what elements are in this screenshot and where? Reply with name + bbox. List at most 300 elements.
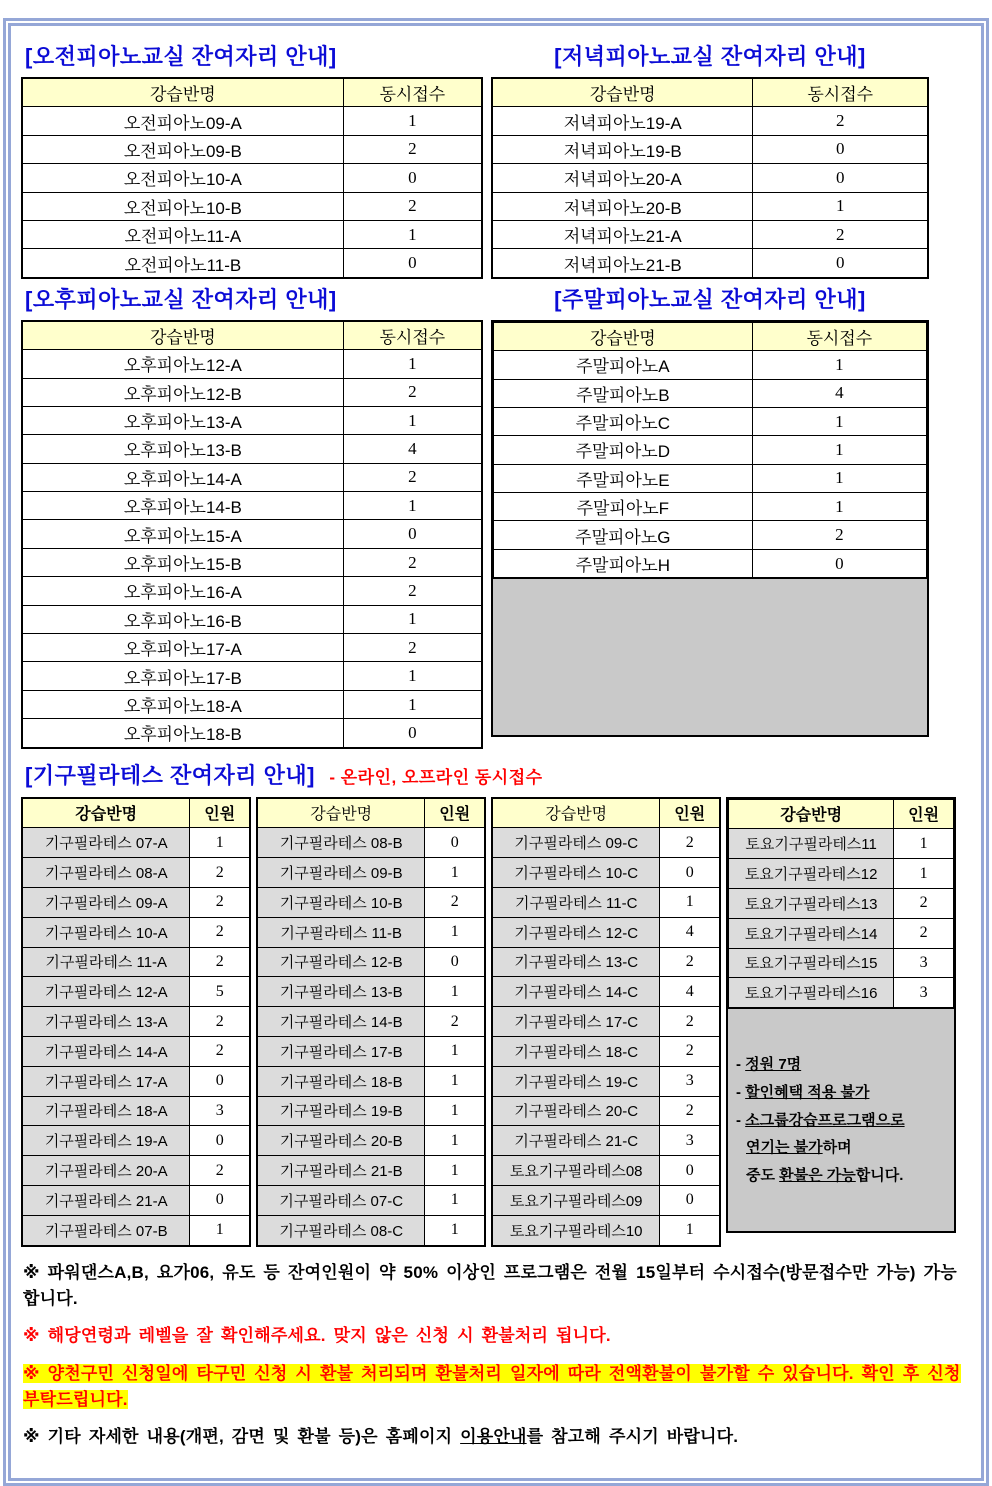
header-class-name: 강습반명	[22, 78, 343, 107]
pilates-table-3	[491, 797, 721, 1247]
count-cell: 3	[660, 1066, 720, 1096]
section-title-afternoon-piano: [오후피아노교실 잔여자리 안내]	[25, 286, 337, 312]
class-name-cell: 저녁피아노21-A	[492, 220, 753, 248]
afternoon-piano-table	[21, 320, 483, 749]
count-cell: 0	[343, 719, 482, 748]
count-cell: 1	[425, 1096, 485, 1126]
table-row	[492, 249, 928, 278]
table-row	[729, 978, 954, 1008]
count-cell: 2	[190, 917, 250, 947]
table-row	[22, 1036, 250, 1066]
header-concurrent-count: 동시접수	[752, 322, 926, 350]
table-row	[492, 1007, 720, 1037]
count-cell: 1	[752, 351, 926, 379]
class-name-cell: 기구필라테스 21-B	[257, 1156, 425, 1186]
table-row	[22, 107, 482, 135]
table-row	[494, 493, 927, 521]
table-row	[22, 192, 482, 220]
table-row	[257, 1096, 485, 1126]
note-line: 연기는 불가하며	[746, 1139, 852, 1157]
class-name-cell: 토요기구필라테스09	[492, 1185, 660, 1215]
class-name-cell: 기구필라테스 14-C	[492, 977, 660, 1007]
table-row	[492, 1066, 720, 1096]
count-cell: 1	[660, 887, 720, 917]
table-row	[492, 220, 928, 248]
table-row	[729, 948, 954, 978]
count-cell: 1	[753, 192, 928, 220]
header-capacity: 인원	[190, 798, 250, 828]
header-class-name: 강습반명	[494, 322, 753, 350]
count-cell: 2	[343, 634, 482, 662]
table-row	[494, 549, 927, 577]
count-cell: 4	[343, 435, 482, 463]
table-row	[257, 977, 485, 1007]
class-name-cell: 오후피아노18-B	[22, 719, 343, 748]
table-row	[22, 1007, 250, 1037]
count-cell: 0	[753, 249, 928, 278]
table-row	[257, 947, 485, 977]
class-name-cell: 주말피아노C	[494, 407, 753, 435]
class-name-cell: 주말피아노E	[494, 464, 753, 492]
table-row	[257, 1036, 485, 1066]
page-frame	[3, 18, 989, 1486]
count-cell: 1	[425, 917, 485, 947]
section-title-morning-piano: [오전피아노교실 잔여자리 안내]	[25, 44, 337, 69]
table-row	[22, 1185, 250, 1215]
class-name-cell: 기구필라테스 19-C	[492, 1066, 660, 1096]
count-cell: 0	[190, 1126, 250, 1156]
table-header-row	[257, 798, 485, 828]
class-name-cell: 오전피아노10-A	[22, 164, 343, 192]
count-cell: 1	[343, 662, 482, 690]
class-name-cell: 기구필라테스 20-B	[257, 1126, 425, 1156]
header-capacity: 인원	[894, 799, 954, 829]
table-row	[492, 1185, 720, 1215]
pilates-subtitle: - 온라인, 오프라인 동시접수	[329, 767, 543, 787]
count-cell: 2	[190, 887, 250, 917]
table-row	[22, 350, 482, 378]
table-row	[494, 464, 927, 492]
class-name-cell: 기구필라테스 09-A	[22, 887, 190, 917]
class-name-cell: 기구필라테스 18-C	[492, 1036, 660, 1066]
count-cell: 2	[343, 463, 482, 491]
count-cell: 1	[752, 493, 926, 521]
class-name-cell: 기구필라테스 19-A	[22, 1126, 190, 1156]
table-row	[729, 829, 954, 859]
section-title-evening-piano: [저녁피아노교실 잔여자리 안내]	[554, 44, 866, 69]
class-name-cell: 오후피아노14-A	[22, 463, 343, 491]
count-cell: 1	[190, 828, 250, 858]
table-row	[494, 351, 927, 379]
header-class-name: 강습반명	[492, 798, 660, 828]
table-row	[22, 463, 482, 491]
note-line: - 소그룹강습프로그램으로	[736, 1111, 905, 1129]
table-row	[492, 977, 720, 1007]
class-name-cell: 기구필라테스 18-B	[257, 1066, 425, 1096]
header-class-name: 강습반명	[22, 321, 343, 350]
class-name-cell: 기구필라테스 19-B	[257, 1096, 425, 1126]
count-cell: 1	[425, 977, 485, 1007]
count-cell: 2	[343, 378, 482, 406]
count-cell: 0	[190, 1066, 250, 1096]
class-name-cell: 오전피아노09-B	[22, 135, 343, 163]
count-cell: 0	[660, 858, 720, 888]
table-row	[22, 577, 482, 605]
count-cell: 2	[425, 887, 485, 917]
count-cell: 0	[660, 1156, 720, 1186]
class-name-cell: 오후피아노16-B	[22, 605, 343, 633]
table-row	[729, 918, 954, 948]
header-class-name: 강습반명	[729, 799, 894, 829]
count-cell: 1	[425, 1126, 485, 1156]
count-cell: 2	[343, 192, 482, 220]
count-cell: 2	[753, 220, 928, 248]
count-cell: 0	[343, 249, 482, 278]
class-name-cell: 저녁피아노20-A	[492, 164, 753, 192]
table-row	[492, 1096, 720, 1126]
header-class-name: 강습반명	[257, 798, 425, 828]
middle-titles-row	[21, 283, 971, 314]
count-cell: 1	[343, 690, 482, 718]
table-row	[494, 521, 927, 549]
class-name-cell: 주말피아노H	[494, 549, 753, 577]
table-row	[22, 1126, 250, 1156]
table-row	[22, 947, 250, 977]
class-name-cell: 기구필라테스 11-A	[22, 947, 190, 977]
piano-tables-row-2	[21, 320, 971, 749]
section-title-pilates: [기구필라테스 잔여자리 안내]	[25, 762, 315, 788]
count-cell: 1	[343, 605, 482, 633]
table-row	[22, 917, 250, 947]
table-row	[22, 135, 482, 163]
empty-cells-area	[493, 578, 927, 734]
table-row	[257, 917, 485, 947]
table-row	[22, 164, 482, 192]
footnote-3: ※ 양천구민 신청일에 타구민 신청 시 환불 처리되며 환불처리 일자에 따라 전액환불이 불가할 수 있습니다. 확인 후 신청 부탁드립니다.	[23, 1363, 961, 1409]
class-name-cell: 오후피아노12-A	[22, 350, 343, 378]
class-name-cell: 토요기구필라테스10	[492, 1215, 660, 1245]
table-row	[729, 888, 954, 918]
count-cell: 0	[753, 164, 928, 192]
table-row	[22, 406, 482, 434]
count-cell: 0	[425, 828, 485, 858]
weekend-piano-table-wrap	[491, 320, 929, 737]
class-name-cell: 기구필라테스 10-C	[492, 858, 660, 888]
class-name-cell: 기구필라테스 13-A	[22, 1007, 190, 1037]
count-cell: 0	[753, 135, 928, 163]
count-cell: 0	[343, 164, 482, 192]
table-row	[492, 858, 720, 888]
count-cell: 2	[660, 947, 720, 977]
table-row	[22, 548, 482, 576]
count-cell: 4	[660, 977, 720, 1007]
table-row	[492, 1215, 720, 1245]
evening-piano-table	[491, 77, 929, 279]
table-row	[257, 1007, 485, 1037]
table-row	[492, 887, 720, 917]
count-cell: 1	[343, 350, 482, 378]
class-name-cell: 오후피아노16-A	[22, 577, 343, 605]
count-cell: 1	[425, 1036, 485, 1066]
class-name-cell: 오후피아노15-B	[22, 548, 343, 576]
table-row	[257, 887, 485, 917]
class-name-cell: 오전피아노11-B	[22, 249, 343, 278]
class-name-cell: 기구필라테스 11-B	[257, 917, 425, 947]
table-row	[492, 135, 928, 163]
table-row	[492, 192, 928, 220]
class-name-cell: 오후피아노14-B	[22, 492, 343, 520]
count-cell: 2	[894, 888, 954, 918]
count-cell: 1	[343, 492, 482, 520]
class-name-cell: 주말피아노B	[494, 379, 753, 407]
class-name-cell: 주말피아노D	[494, 436, 753, 464]
class-name-cell: 오후피아노18-A	[22, 690, 343, 718]
header-concurrent-count: 동시접수	[343, 321, 482, 350]
table-row	[492, 828, 720, 858]
count-cell: 2	[190, 947, 250, 977]
pilates-title-row	[25, 759, 971, 790]
class-name-cell: 토요기구필라테스12	[729, 859, 894, 889]
header-class-name: 강습반명	[22, 798, 190, 828]
table-row	[257, 1215, 485, 1245]
count-cell: 2	[190, 1007, 250, 1037]
table-row	[494, 436, 927, 464]
count-cell: 1	[752, 407, 926, 435]
class-name-cell: 기구필라테스 12-B	[257, 947, 425, 977]
class-name-cell: 기구필라테스 08-A	[22, 858, 190, 888]
count-cell: 2	[660, 1036, 720, 1066]
table-header-row	[492, 798, 720, 828]
class-name-cell: 토요기구필라테스14	[729, 918, 894, 948]
class-name-cell: 오전피아노09-A	[22, 107, 343, 135]
count-cell: 3	[190, 1096, 250, 1126]
class-name-cell: 기구필라테스 12-C	[492, 917, 660, 947]
table-header-row	[729, 799, 954, 829]
class-name-cell: 오후피아노15-A	[22, 520, 343, 548]
table-row	[22, 1156, 250, 1186]
class-name-cell: 주말피아노G	[494, 521, 753, 549]
count-cell: 2	[752, 521, 926, 549]
table-header-row	[22, 78, 482, 107]
table-row	[492, 1036, 720, 1066]
count-cell: 1	[343, 220, 482, 248]
class-name-cell: 기구필라테스 08-C	[257, 1215, 425, 1245]
table-row	[22, 690, 482, 718]
count-cell: 1	[425, 1156, 485, 1186]
class-name-cell: 토요기구필라테스15	[729, 948, 894, 978]
header-concurrent-count: 동시접수	[343, 78, 482, 107]
count-cell: 1	[425, 1066, 485, 1096]
class-name-cell: 기구필라테스 08-B	[257, 828, 425, 858]
table-row	[22, 719, 482, 748]
class-name-cell: 저녁피아노19-A	[492, 107, 753, 135]
note-line: - 할인혜택 적용 불가	[736, 1083, 870, 1101]
class-name-cell: 기구필라테스 13-B	[257, 977, 425, 1007]
class-name-cell: 기구필라테스 10-B	[257, 887, 425, 917]
count-cell: 2	[190, 1156, 250, 1186]
table-row	[22, 634, 482, 662]
count-cell: 2	[894, 918, 954, 948]
class-name-cell: 기구필라테스 12-A	[22, 977, 190, 1007]
count-cell: 0	[752, 549, 926, 577]
count-cell: 1	[343, 406, 482, 434]
pilates-note-box	[728, 1008, 954, 1230]
class-name-cell: 오전피아노11-A	[22, 220, 343, 248]
class-name-cell: 기구필라테스 07-B	[22, 1215, 190, 1245]
note-line: - 정원 7명	[736, 1056, 802, 1074]
count-cell: 1	[425, 1215, 485, 1245]
class-name-cell: 기구필라테스 13-C	[492, 947, 660, 977]
weekend-piano-table	[493, 322, 927, 579]
table-header-row	[492, 78, 928, 107]
table-row	[257, 1185, 485, 1215]
footnote-4: ※ 기타 자세한 내용(개편, 감면 및 환불 등)은 홈페이지 이용안내를 참고해 주시기 바랍니다.	[23, 1427, 739, 1447]
piano-tables-row-1	[21, 77, 971, 279]
class-name-cell: 토요기구필라테스13	[729, 888, 894, 918]
class-name-cell: 기구필라테스 11-C	[492, 887, 660, 917]
class-name-cell: 토요기구필라테스11	[729, 829, 894, 859]
class-name-cell: 기구필라테스 17-A	[22, 1066, 190, 1096]
count-cell: 2	[660, 828, 720, 858]
class-name-cell: 기구필라테스 21-C	[492, 1126, 660, 1156]
class-name-cell: 오후피아노17-A	[22, 634, 343, 662]
class-name-cell: 기구필라테스 09-C	[492, 828, 660, 858]
class-name-cell: 토요기구필라테스16	[729, 978, 894, 1008]
class-name-cell: 토요기구필라테스08	[492, 1156, 660, 1186]
count-cell: 1	[660, 1215, 720, 1245]
table-row	[22, 828, 250, 858]
pilates-tables-row	[21, 797, 971, 1247]
table-row	[494, 379, 927, 407]
count-cell: 2	[753, 107, 928, 135]
table-row	[22, 605, 482, 633]
table-row	[22, 1066, 250, 1096]
table-row	[22, 1096, 250, 1126]
count-cell: 4	[660, 917, 720, 947]
count-cell: 0	[425, 947, 485, 977]
table-row	[492, 1156, 720, 1186]
class-name-cell: 기구필라테스 14-A	[22, 1036, 190, 1066]
class-name-cell: 기구필라테스 07-C	[257, 1185, 425, 1215]
class-name-cell: 오전피아노10-B	[22, 192, 343, 220]
pilates-table-1	[21, 797, 251, 1247]
class-name-cell: 기구필라테스 21-A	[22, 1185, 190, 1215]
header-class-name: 강습반명	[492, 78, 753, 107]
table-row	[492, 164, 928, 192]
count-cell: 2	[190, 1036, 250, 1066]
count-cell: 2	[343, 548, 482, 576]
class-name-cell: 기구필라테스 09-B	[257, 858, 425, 888]
class-name-cell: 저녁피아노19-B	[492, 135, 753, 163]
count-cell: 1	[343, 107, 482, 135]
class-name-cell: 저녁피아노20-B	[492, 192, 753, 220]
table-row	[729, 859, 954, 889]
table-header-row	[22, 798, 250, 828]
table-row	[492, 1126, 720, 1156]
count-cell: 3	[894, 978, 954, 1008]
table-row	[22, 220, 482, 248]
class-name-cell: 기구필라테스 14-B	[257, 1007, 425, 1037]
count-cell: 3	[660, 1126, 720, 1156]
table-row	[257, 1066, 485, 1096]
count-cell: 2	[660, 1007, 720, 1037]
count-cell: 0	[190, 1185, 250, 1215]
count-cell: 4	[752, 379, 926, 407]
table-row	[22, 378, 482, 406]
footnote-2: ※ 해당연령과 레벨을 잘 확인해주세요. 맞지 않은 신청 시 환불처리 됩니다.	[23, 1326, 611, 1346]
footnotes	[21, 1260, 971, 1451]
count-cell: 1	[425, 1185, 485, 1215]
morning-piano-table	[21, 77, 483, 279]
class-name-cell: 오후피아노12-B	[22, 378, 343, 406]
count-cell: 1	[894, 829, 954, 859]
footnote-1: ※ 파워댄스A,B, 요가06, 유도 등 잔여인원이 약 50% 이상인 프로그램은 전월 15일부터 수시접수(방문접수만 가능) 가능합니다.	[23, 1262, 957, 1308]
count-cell: 2	[343, 135, 482, 163]
table-row	[257, 1156, 485, 1186]
count-cell: 3	[894, 948, 954, 978]
pilates-table-4	[728, 799, 954, 1009]
count-cell: 1	[190, 1215, 250, 1245]
pilates-table-4-wrap	[726, 797, 956, 1233]
table-row	[22, 435, 482, 463]
table-row	[257, 828, 485, 858]
class-name-cell: 기구필라테스 17-C	[492, 1007, 660, 1037]
note-line: 중도 환불은 가능합니다.	[746, 1167, 904, 1185]
count-cell: 0	[343, 520, 482, 548]
header-capacity: 인원	[660, 798, 720, 828]
class-name-cell: 주말피아노A	[494, 351, 753, 379]
count-cell: 5	[190, 977, 250, 1007]
table-row	[22, 249, 482, 278]
class-name-cell: 기구필라테스 10-A	[22, 917, 190, 947]
class-name-cell: 기구필라테스 17-B	[257, 1036, 425, 1066]
count-cell: 2	[660, 1096, 720, 1126]
table-row	[22, 662, 482, 690]
class-name-cell: 주말피아노F	[494, 493, 753, 521]
section-title-weekend-piano: [주말피아노교실 잔여자리 안내]	[554, 286, 866, 312]
table-row	[257, 1126, 485, 1156]
top-titles-row	[21, 40, 971, 71]
header-concurrent-count: 동시접수	[753, 78, 928, 107]
class-name-cell: 기구필라테스 07-A	[22, 828, 190, 858]
table-row	[22, 492, 482, 520]
table-header-row	[494, 322, 927, 350]
class-name-cell: 기구필라테스 18-A	[22, 1096, 190, 1126]
class-name-cell: 기구필라테스 20-A	[22, 1156, 190, 1186]
count-cell: 2	[425, 1007, 485, 1037]
header-capacity: 인원	[425, 798, 485, 828]
class-name-cell: 오후피아노13-B	[22, 435, 343, 463]
count-cell: 1	[752, 436, 926, 464]
table-row	[492, 107, 928, 135]
count-cell: 1	[752, 464, 926, 492]
pilates-table-2	[256, 797, 486, 1247]
table-row	[492, 947, 720, 977]
table-row	[257, 858, 485, 888]
class-name-cell: 저녁피아노21-B	[492, 249, 753, 278]
table-row	[22, 1215, 250, 1245]
table-row	[22, 858, 250, 888]
table-row	[22, 887, 250, 917]
table-row	[494, 407, 927, 435]
table-row	[22, 977, 250, 1007]
class-name-cell: 기구필라테스 20-C	[492, 1096, 660, 1126]
class-name-cell: 오후피아노13-A	[22, 406, 343, 434]
count-cell: 1	[425, 858, 485, 888]
count-cell: 2	[190, 858, 250, 888]
table-row	[492, 917, 720, 947]
count-cell: 1	[894, 859, 954, 889]
